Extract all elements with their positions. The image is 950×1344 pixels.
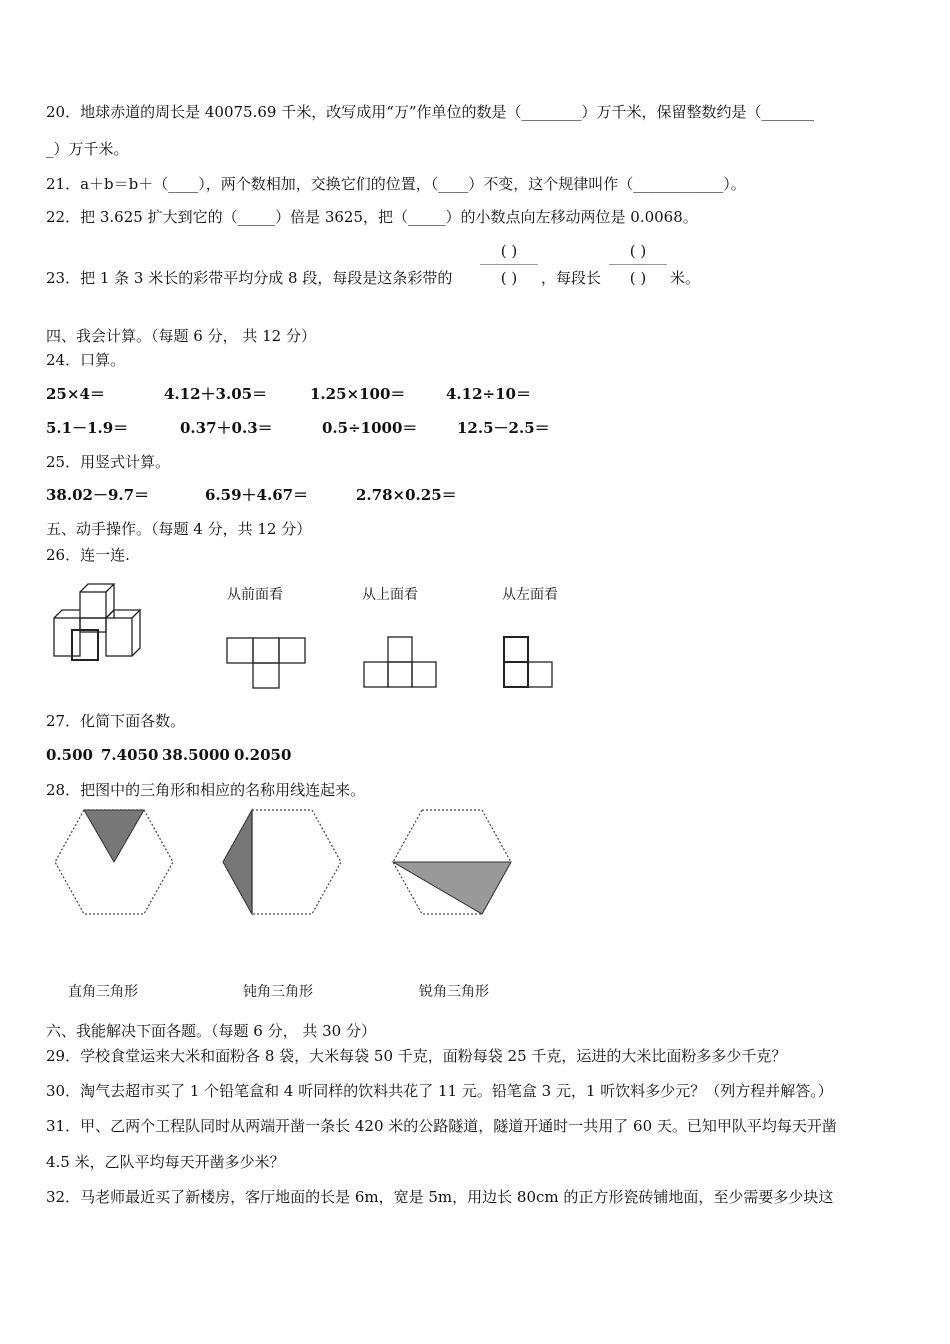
hexagon-figure-1 (52, 808, 176, 918)
oral-item: 0.37＋0.3＝ (180, 419, 273, 437)
q27-number: 38.5000 (162, 746, 230, 764)
q23-text-before: 23．把 1 条 3 米长的彩带平均分成 8 段，每段是这条彩带的 (46, 269, 453, 287)
vertical-calc-item: 38.02－9.7＝ (46, 486, 150, 504)
q27-number: 7.4050 (101, 746, 159, 764)
q27-title: 27．化简下面各数。 (46, 712, 186, 730)
oral-item: 25×4＝ (46, 385, 105, 403)
q23-frac2-numerator: ( ) (629, 242, 647, 260)
top-view-figure (363, 636, 443, 690)
vertical-calc-item: 6.59＋4.67＝ (205, 486, 309, 504)
section6-title: 六、我能解决下面各题。（每题 6 分， 共 30 分） (46, 1022, 376, 1040)
section5-title: 五、动手操作。（每题 4 分，共 12 分） (46, 520, 312, 538)
q24-title: 24．口算。 (46, 351, 126, 369)
q23-frac1-numerator: ( ) (500, 242, 518, 260)
hexagon-figure-3 (390, 808, 514, 918)
q23-text-middle: ，每段长 (541, 269, 602, 287)
triangle-name-right: 直角三角形 (68, 984, 138, 1000)
q20-line2: _）万千米。 (46, 140, 129, 158)
q23-frac1-denominator: ( ) (500, 269, 518, 287)
q27-number: 0.500 (46, 746, 93, 764)
q26-title: 26．连一连. (46, 546, 130, 564)
q21: 21．a＋b＝b＋（____），两个数相加，交换它们的位置，（____）不变，这个规律叫作（____________）。 (46, 175, 746, 193)
q28-title: 28．把图中的三角形和相应的名称用线连起来。 (46, 781, 366, 799)
q25-title: 25．用竖式计算。 (46, 453, 171, 471)
oral-item: 0.5÷1000＝ (322, 419, 418, 437)
oral-item: 5.1－1.9＝ (46, 419, 129, 437)
view-label-front: 从前面看 (227, 587, 283, 603)
hexagon-figure-2 (220, 808, 344, 918)
oral-item: 4.12＋3.05＝ (164, 385, 268, 403)
front-view-figure (226, 637, 310, 689)
q22: 22．把 3.625 扩大到它的（_____）倍是 3625，把（_____）的小数点向左移动两位是 0.0068。 (46, 208, 698, 226)
q23-frac1-bar (480, 264, 538, 265)
q31-line2: 4.5 米，乙队平均每天开凿多少米？ (46, 1153, 285, 1171)
view-label-left: 从左面看 (502, 587, 558, 603)
oral-item: 1.25×100＝ (310, 385, 406, 403)
q23-text-after: 米。 (670, 269, 701, 287)
triangle-name-obtuse: 钝角三角形 (243, 984, 313, 1000)
q27-number: 0.2050 (234, 746, 292, 764)
vertical-calc-item: 2.78×0.25＝ (356, 486, 457, 504)
q20-line1: 20．地球赤道的周长是 40075.69 千米，改写成用“万”作单位的数是（________）万千米，保留整数约是（_______ (46, 103, 815, 121)
oral-item: 12.5－2.5＝ (457, 419, 550, 437)
view-label-top: 从上面看 (362, 587, 418, 603)
q23-frac2-bar (609, 264, 667, 265)
left-view-figure (503, 636, 555, 690)
triangle-name-acute: 锐角三角形 (419, 984, 489, 1000)
q30: 30．淘气去超市买了 1 个铅笔盒和 4 听同样的饮料共花了 11 元。铅笔盒 3 元，1 听饮料多少元？（列方程并解答。） (46, 1082, 833, 1100)
q23-frac2-denominator: ( ) (629, 269, 647, 287)
q31-line1: 31．甲、乙两个工程队同时从两端开凿一条长 420 米的公路隧道，隧道开通时一共用了 60 天。已知甲队平均每天开凿 (46, 1117, 837, 1135)
oral-item: 4.12÷10＝ (446, 385, 531, 403)
q32: 32．马老师最近买了新楼房，客厅地面的长是 6m，宽是 5m，用边长 80cm 的正方形瓷砖铺地面，至少需要多少块这 (46, 1188, 834, 1206)
cube-stack-figure (46, 578, 156, 668)
q29: 29．学校食堂运来大米和面粉各 8 袋，大米每袋 50 千克，面粉每袋 25 千克，运进的大米比面粉多多少千克？ (46, 1047, 787, 1065)
section4-title: 四、我会计算。（每题 6 分， 共 12 分） (46, 327, 316, 345)
